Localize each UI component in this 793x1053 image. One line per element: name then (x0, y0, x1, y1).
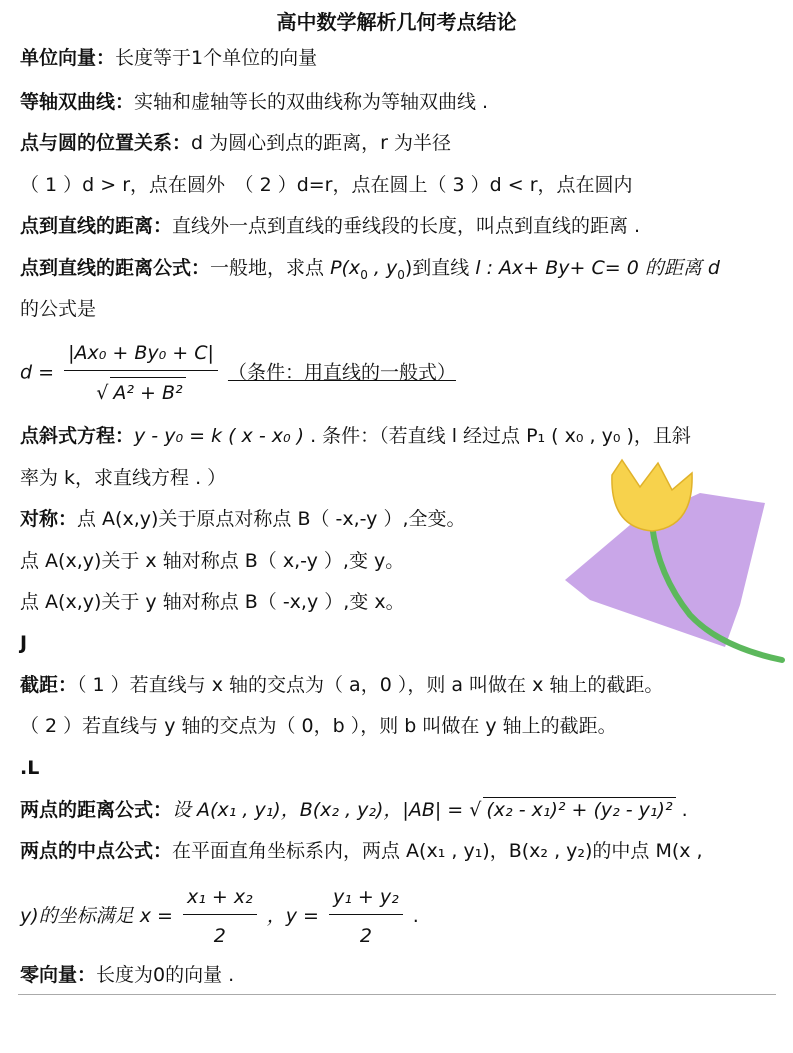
formula-numerator: |Ax₀ + By₀ + C| (64, 338, 218, 371)
definition-text: d 为圆心到点的距离，r 为半径 (191, 132, 451, 154)
zero-vector-line (20, 963, 234, 987)
fraction-numerator: y₁ + y₂ (329, 882, 403, 915)
midpoint-y-fraction (329, 882, 403, 951)
text-part: P(x (330, 257, 361, 279)
term-heading: 两点的中点公式： (20, 840, 173, 862)
page-title: 高中数学解析几何考点结论 (276, 10, 517, 34)
formula-denominator: √ A² + B² (64, 371, 218, 408)
tulip-illustration (560, 455, 785, 670)
unit-vector-line (20, 46, 317, 70)
point-line-distance-line (20, 214, 640, 238)
text-part: )到直线 (404, 257, 476, 279)
subscript: 0 (360, 267, 368, 282)
distance-formula-line (20, 256, 720, 287)
definition-text: 在平面直角坐标系内，两点 A(x₁ , y₁)，B(x₂ , y₂)的中点 M(x , (172, 840, 703, 862)
intercept-y: （ 2 ）若直线与 y 轴的交点为（ 0，b ），则 b 叫做在 y 轴上的截距。 (20, 715, 617, 737)
point-circle-cases: （ 1 ）d > r，点在圆外 （ 2 ）d=r，点在圆上（ 3 ）d < r，点在圆内 (20, 174, 633, 196)
term-heading: 等轴双曲线： (20, 91, 135, 113)
formula-condition: （条件：用直线的一般式） (227, 361, 456, 384)
point-circle-line (20, 131, 451, 155)
definition-text: 长度为0的向量 . (96, 964, 235, 986)
intercept-line (20, 673, 663, 697)
definition-text: 长度等于1个单位的向量 (115, 47, 318, 69)
term-heading: 点与圆的位置关系： (20, 132, 192, 154)
definition-text: （ 1 ）若直线与 x 轴的交点为（ a，0 ），则 a 叫做在 x 轴上的截距。 (77, 674, 664, 696)
text-part: l (475, 257, 481, 279)
text-part: . (675, 799, 688, 821)
text-part: . (412, 905, 419, 927)
symmetry-x-axis: 点 A(x,y)关于 x 轴对称点 B（ x,-y ）,变 y。 (20, 550, 405, 572)
midpoint-formula (20, 882, 419, 951)
point-slope-cont: 率为 k，求直线方程 . ） (20, 467, 227, 489)
point-slope-line (20, 424, 691, 448)
term-heading: 截距： (20, 674, 78, 696)
symmetry-line (20, 507, 466, 531)
text-part: ，y = (266, 905, 319, 927)
letter-l: .L (20, 757, 40, 779)
symmetry-y-axis: 点 A(x,y)关于 y 轴对称点 B（ -x,y ）,变 x。 (20, 591, 405, 613)
formula-lhs: d = (20, 361, 55, 384)
distance-radicand: (x₂ - x₁)² + (y₂ - y₁)² (483, 797, 675, 822)
term-heading: 点到直线的距离： (20, 215, 173, 237)
subscript: 0 (397, 267, 405, 282)
term-heading: 点到直线的距离公式： (20, 257, 211, 279)
term-heading: 对称： (20, 508, 78, 530)
text-part: y)的坐标满足 x = (20, 905, 173, 927)
midpoint-x-fraction (183, 882, 257, 951)
term-heading: 点斜式方程： (20, 425, 135, 447)
definition-text: 实轴和虚轴等长的双曲线称为等轴双曲线 . (134, 91, 489, 113)
two-point-distance-line: 两点的距离公式：设 A(x₁ , y₁)，B(x₂ , y₂)，|AB| = √ (x₂ - x₁)² + (y₂ - y₁)² . (20, 799, 688, 821)
formula-fraction (64, 338, 218, 408)
term-heading: 两点的距离公式： (20, 799, 173, 821)
formula-intro: 的公式是 (20, 298, 97, 320)
equilateral-hyperbola-line (20, 90, 488, 114)
text-part: : Ax+ By+ C= 0 的距离 d (480, 257, 720, 279)
text-part: 一般地，求点 (210, 257, 331, 279)
term-heading: 单位向量： (20, 47, 116, 69)
distance-formula (20, 338, 456, 408)
bottom-divider (18, 994, 776, 995)
text-part: , y (367, 257, 398, 279)
letter-j: J (20, 632, 28, 654)
fraction-numerator: x₁ + x₂ (183, 882, 257, 915)
fraction-denominator: 2 (359, 925, 372, 947)
definition-text: . 条件：（若直线 l 经过点 P₁ ( x₀ , y₀ )，且斜 (304, 425, 691, 447)
text-part: 设 A(x₁ , y₁)，B(x₂ , y₂)，|AB| = (172, 799, 470, 821)
midpoint-line (20, 839, 703, 863)
formula-radicand: A² + B² (110, 377, 185, 408)
point-slope-equation: y - y₀ = k ( x - x₀ ) (134, 425, 305, 447)
definition-text: 点 A(x,y)关于原点对称点 B（ -x,-y ）,全变。 (77, 508, 466, 530)
term-heading: 零向量： (20, 964, 97, 986)
fraction-denominator: 2 (213, 925, 226, 947)
definition-text: 直线外一点到直线的垂线段的长度，叫点到直线的距离 . (172, 215, 641, 237)
